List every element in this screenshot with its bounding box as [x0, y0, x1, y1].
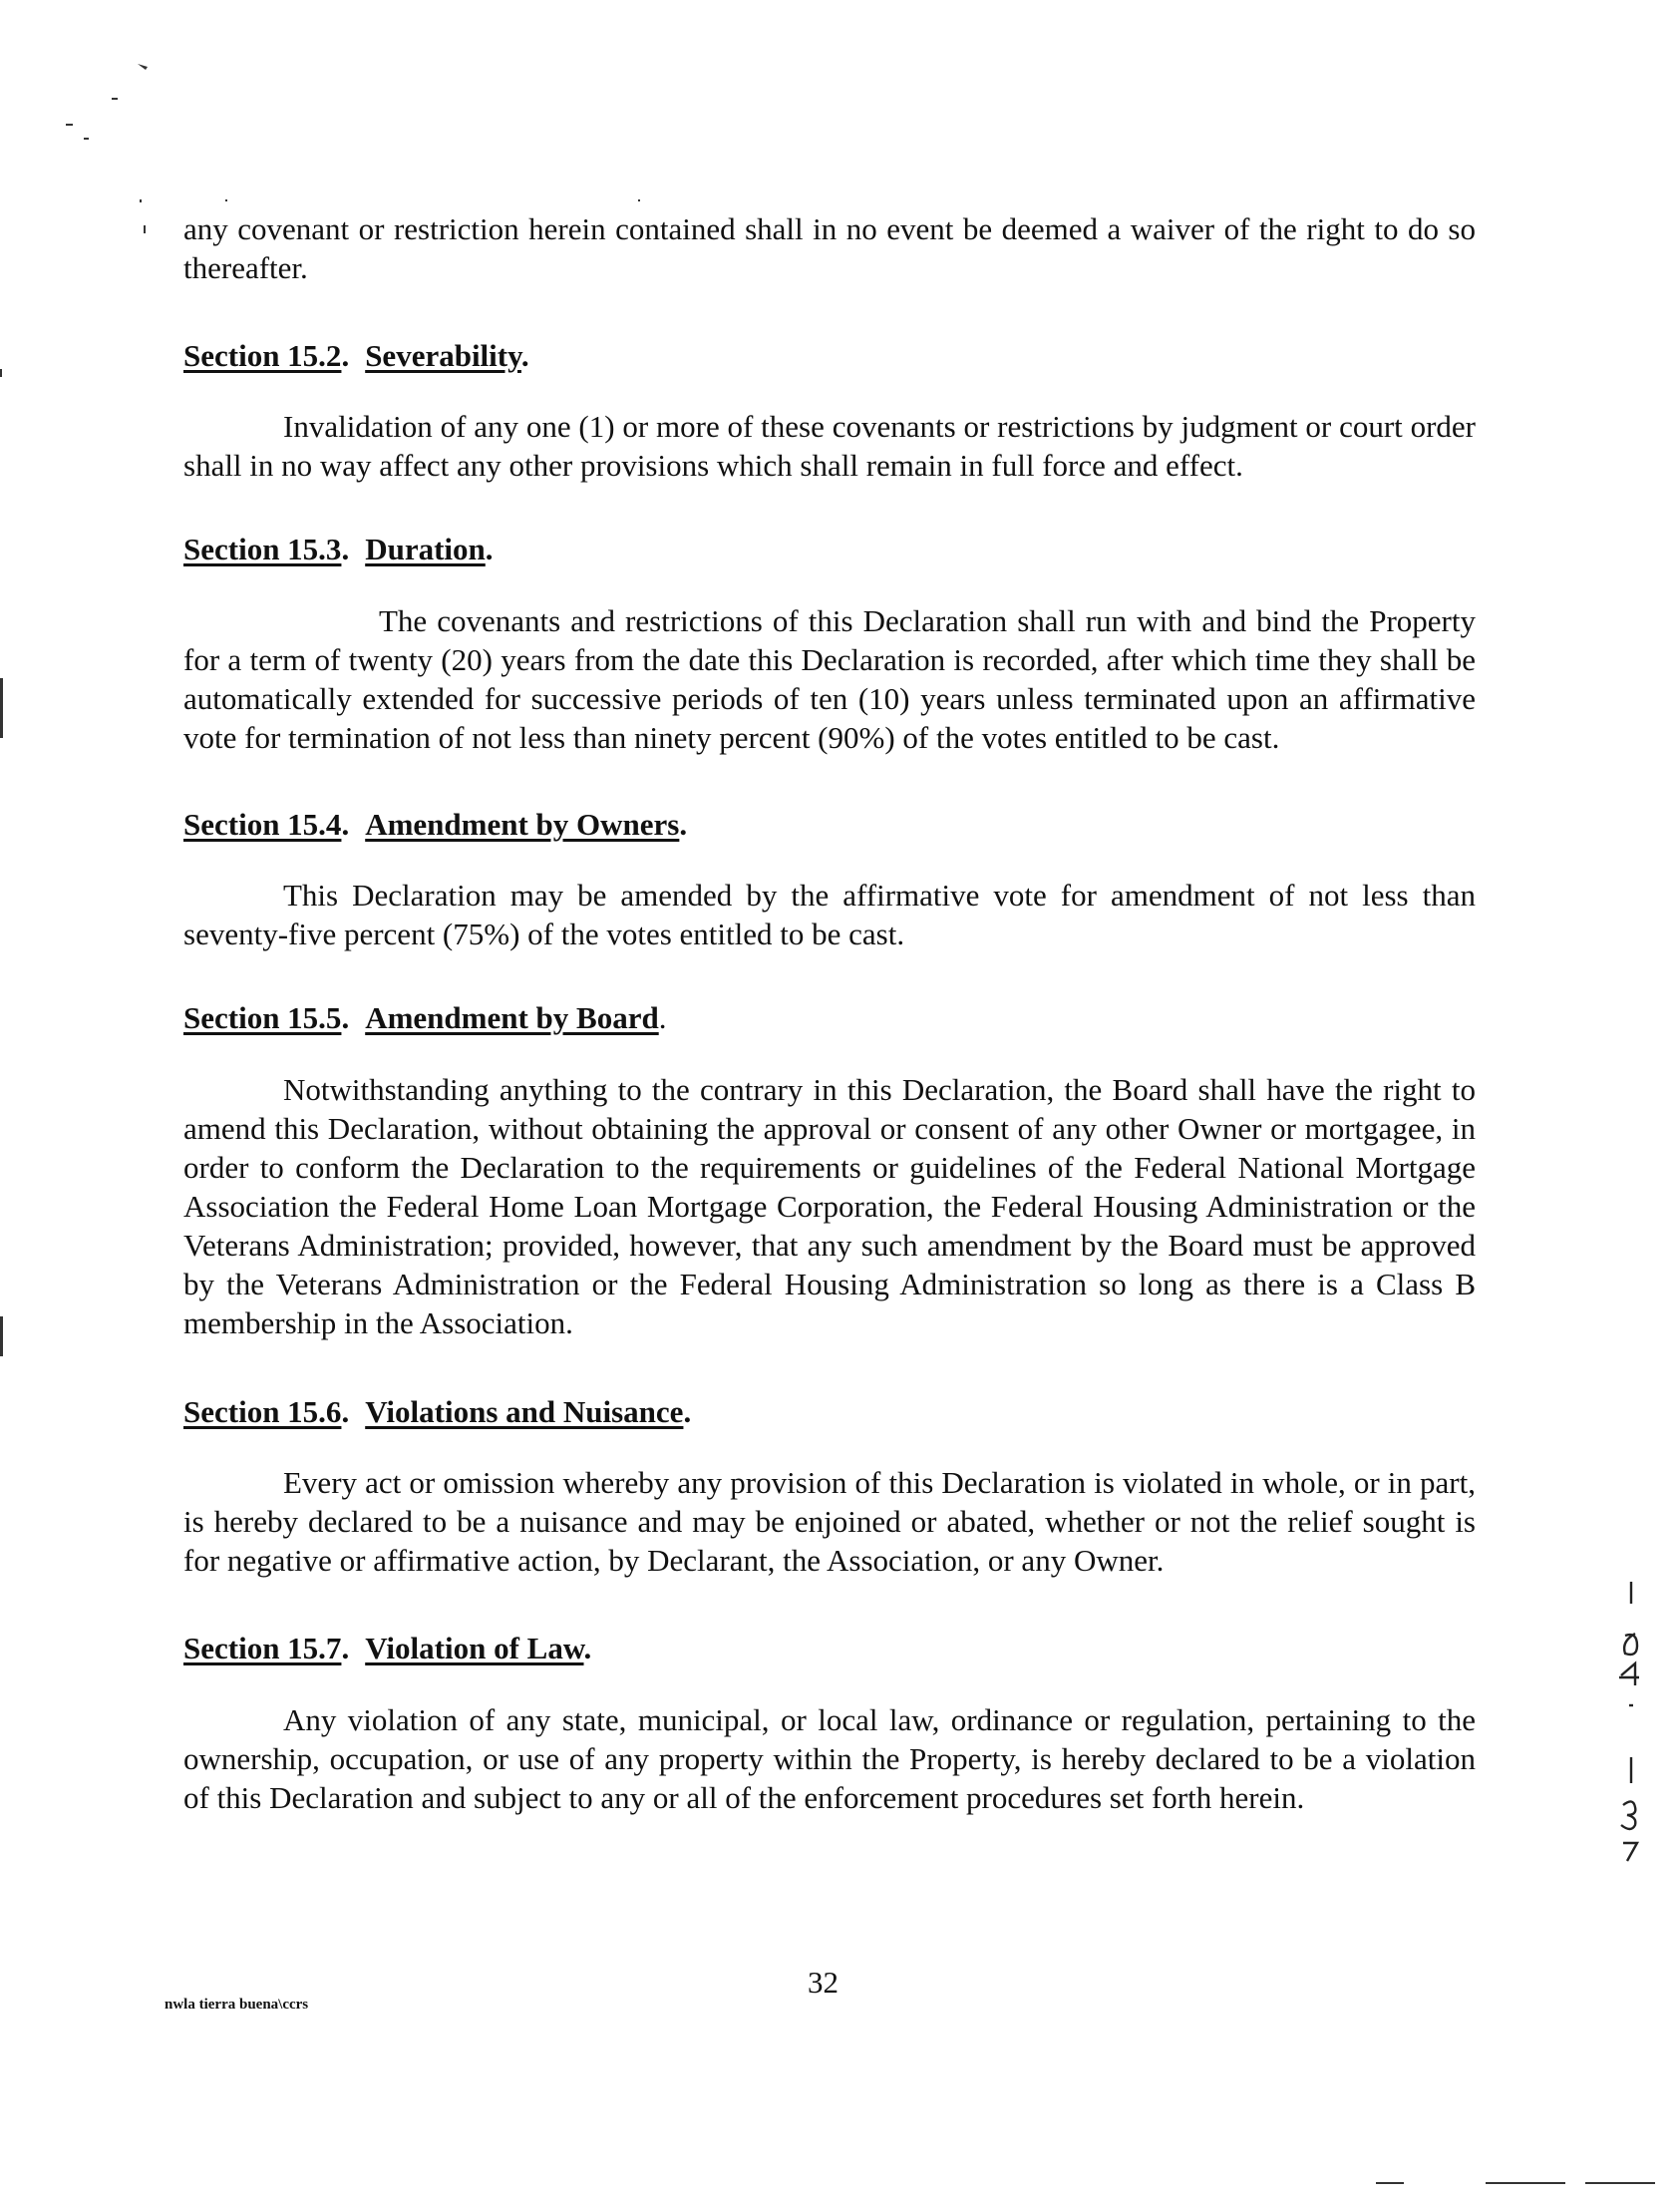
section-heading-15-5: Section 15.5. Amendment by Board. — [183, 1000, 667, 1035]
section-title: Duration — [365, 532, 486, 566]
footer-file-path: nwla tierra buena\ccrs — [165, 1997, 309, 2013]
section-body-15-4: This Declaration may be amended by the affirmative vote for amendment of not less than seventy-five percent (75%) of the votes entitled to be cast. — [183, 878, 1476, 951]
section-title: Amendment by Board — [365, 1000, 659, 1035]
section-body-15-5: Notwithstanding anything to the contrary in this Declaration, the Board shall have the right to amend this Declaration, without obtaining the approval or consent of any other Owner or mortgagee, in order to conform the Declaration to the requirements or guidelines of the Federal National Mortgage Association the Federal Home Loan Mortgage Corporation, the Federal Housing Administration or the Veterans Administration; provided, however, that any such amendment by the Board must be approved by the Veterans Administration or the Federal Housing Administration so long as there is a Class B membership in the Association. — [183, 1072, 1476, 1340]
section-heading-15-6: Section 15.6. Violations and Nuisance. — [183, 1394, 692, 1429]
section-heading-15-7: Section 15.7. Violation of Law. — [183, 1631, 592, 1665]
section-heading-15-3: Section 15.3. Duration. — [183, 532, 494, 566]
continuation-paragraph: any covenant or restriction herein contained shall in no event be deemed a waiver of the right to do so thereafter. — [183, 211, 1476, 285]
section-body-15-7: Any violation of any state, municipal, or local law, ordinance or regulation, pertaining to the ownership, occupation, or use of any property within the Property, is hereby declared to be a violation of this Declaration and subject to any or all of the enforcement procedures set forth herein. — [183, 1702, 1476, 1815]
section-body-15-3: The covenants and restrictions of this Declaration shall run with and bind the Property for a term of twenty (20) years from the date this Declaration is recorded, after which time they shall be automatically extended for successive periods of ten (10) years unless terminated upon an affirmative vote for termination of not less than ninety percent (90%) of the votes entitled to be cast. — [183, 603, 1476, 755]
page-number: 32 — [808, 1965, 839, 2000]
section-title: Violations and Nuisance — [365, 1394, 684, 1429]
section-body-15-6: Every act or omission whereby any provision of this Declaration is violated in whole, or in part, is hereby declared to be a nuisance and may be enjoined or abated, whether or not the relief sought is for negative or affirmative action, by Declarant, the Association, or any Owner. — [183, 1465, 1476, 1578]
section-number: Section 15.7 — [183, 1631, 342, 1665]
recording-stamp — [1605, 1576, 1655, 1915]
section-body-15-2: Invalidation of any one (1) or more of these covenants or restrictions by judgment or court order shall in no way affect any other provisions which shall remain in full force and effect. — [183, 409, 1476, 483]
section-title: Severability — [365, 338, 521, 373]
section-title: Amendment by Owners — [365, 807, 680, 842]
section-number: Section 15.5 — [183, 1000, 342, 1035]
section-title: Violation of Law — [365, 1631, 584, 1665]
section-heading-15-2: Section 15.2. Severability. — [183, 338, 529, 373]
section-number: Section 15.4 — [183, 807, 342, 842]
section-heading-15-4: Section 15.4. Amendment by Owners. — [183, 807, 688, 842]
section-number: Section 15.3 — [183, 532, 342, 566]
section-number: Section 15.6 — [183, 1394, 342, 1429]
section-number: Section 15.2 — [183, 338, 342, 373]
